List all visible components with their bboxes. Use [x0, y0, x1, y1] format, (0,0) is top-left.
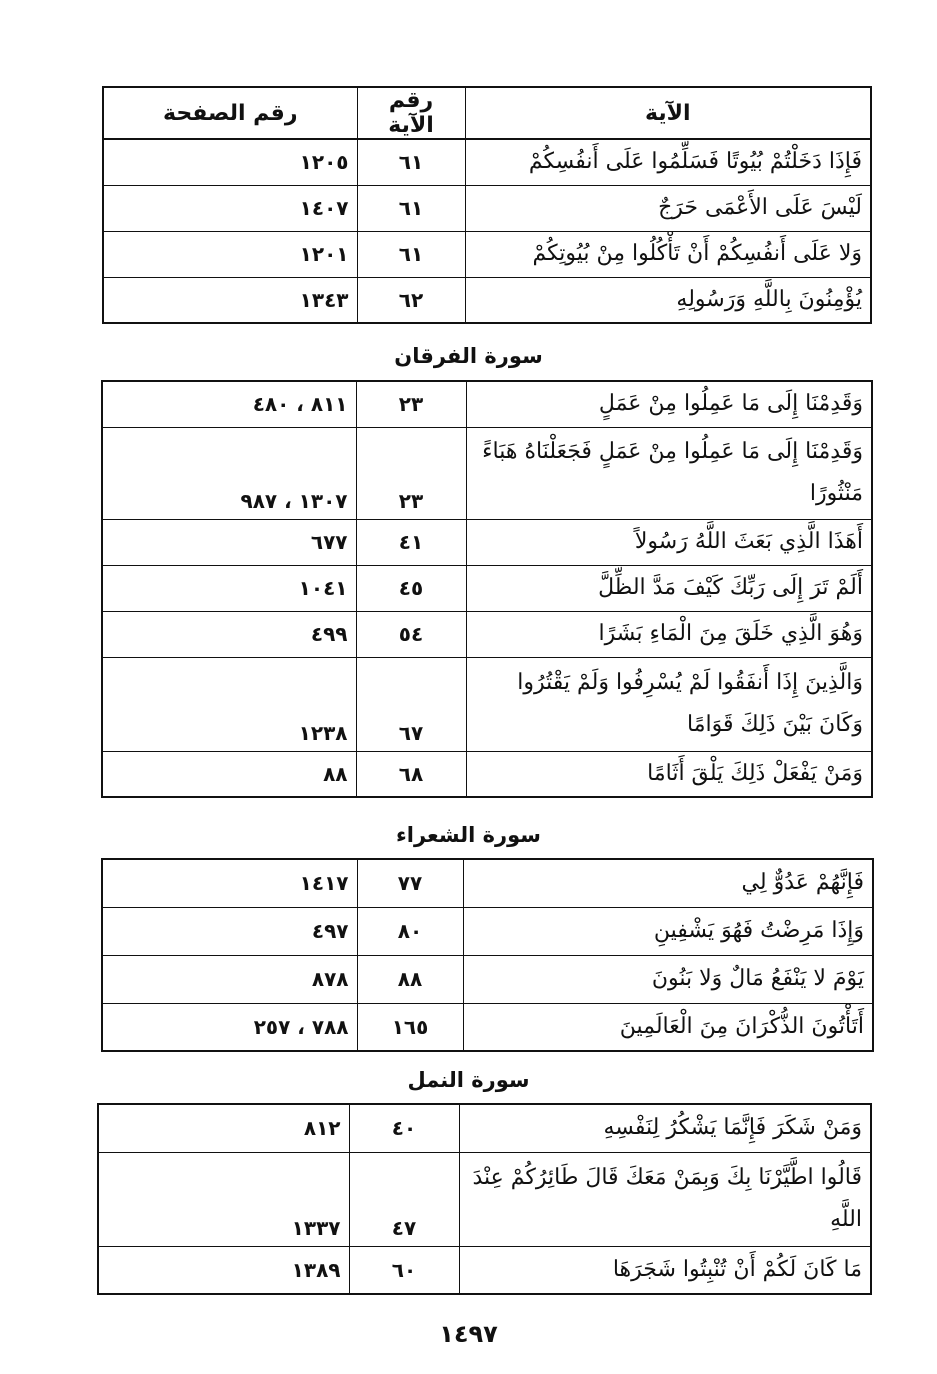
table-row: [98, 1152, 871, 1246]
table-row: [103, 231, 871, 277]
ayah-number: ١٦٥: [357, 1003, 463, 1051]
ayah-number: ٦٢: [357, 277, 465, 323]
ayah-number: ٦١: [357, 185, 465, 231]
page-reference: ١٠٤١: [102, 565, 356, 611]
table-row: [102, 519, 872, 565]
header-page-number: رقم الصفحة: [103, 87, 357, 139]
table-row: [103, 277, 871, 323]
index-table-naml: [97, 1103, 872, 1295]
table-header-row: [103, 87, 871, 139]
ayah-number: ٨٠: [357, 907, 463, 955]
ayah-number: ٦٨: [356, 751, 466, 797]
ayah-number: ٦١: [357, 139, 465, 185]
page-reference: ٦٧٧: [102, 519, 356, 565]
verse-text: أَلَمْ تَرَ إِلَى رَبِّكَ كَيْفَ مَدَّ الظِّلَّ: [466, 565, 872, 611]
verse-text: لَيْسَ عَلَى الأَعْمَى حَرَجٌ: [465, 185, 871, 231]
ayah-number: ٧٧: [357, 859, 463, 907]
ayah-number: ٢٣: [356, 381, 466, 427]
ayah-number: ٦٠: [349, 1246, 459, 1294]
surah-title-naml: سورة النمل: [407, 1068, 530, 1092]
table-row: [103, 185, 871, 231]
index-table-furqan: [101, 380, 873, 798]
verse-text: أَهَذَا الَّذِي بَعَثَ اللَّهُ رَسُولاً: [466, 519, 872, 565]
verse-text: وَمَنْ يَفْعَلْ ذَلِكَ يَلْقَ أَثَامًا: [466, 751, 872, 797]
verse-text: فَإِذَا دَخَلْتُمْ بُيُوتًا فَسَلِّمُوا عَلَى أَنفُسِكُمْ: [465, 139, 871, 185]
verse-text: وَالَّذِينَ إِذَا أَنفَقُوا لَمْ يُسْرِفُوا وَلَمْ يَقْتُرُوا وَكَانَ بَيْنَ ذَلِكَ قَوَامًا: [466, 657, 872, 751]
verse-text: وَإِذَا مَرِضْتُ فَهُوَ يَشْفِينِ: [463, 907, 873, 955]
verse-text: وَمَنْ شَكَرَ فَإِنَّمَا يَشْكُرُ لِنَفْسِهِ: [459, 1104, 871, 1152]
verse-text: وَهُوَ الَّذِي خَلَقَ مِنَ الْمَاءِ بَشَرًا: [466, 611, 872, 657]
surah-title-shuara: سورة الشعراء: [396, 823, 541, 847]
table-row: [102, 381, 872, 427]
page-reference: ١٣٠٧ ، ٩٨٧: [102, 427, 356, 519]
verse-text: مَا كَانَ لَكُمْ أَنْ تُنْبِتُوا شَجَرَهَا: [459, 1246, 871, 1294]
page-reference: ١٣٣٧: [98, 1152, 349, 1246]
verse-text: وَقَدِمْنَا إِلَى مَا عَمِلُوا مِنْ عَمَلٍ: [466, 381, 872, 427]
page-reference: ١٣٨٩: [98, 1246, 349, 1294]
page-reference: ٤٩٩: [102, 611, 356, 657]
table-row: [103, 139, 871, 185]
ayah-number: ٦٧: [356, 657, 466, 751]
table-row: [102, 427, 872, 519]
page-reference: ١٢٠٥: [103, 139, 357, 185]
verse-text: يَوْمَ لا يَنْفَعُ مَالٌ وَلا بَنُونَ: [463, 955, 873, 1003]
verse-text: وَقَدِمْنَا إِلَى مَا عَمِلُوا مِنْ عَمَلٍ فَجَعَلْنَاهُ هَبَاءً مَنْثُورًا: [466, 427, 872, 519]
table-row: [98, 1104, 871, 1152]
table-row: [102, 565, 872, 611]
ayah-number: ٨٨: [357, 955, 463, 1003]
ayah-number: ٤١: [356, 519, 466, 565]
verse-text: أَتَأْتُونَ الذُّكْرَانَ مِنَ الْعَالَمِينَ: [463, 1003, 873, 1051]
index-table-nur: [102, 86, 872, 324]
table-row: [102, 657, 872, 751]
verse-text: يُؤْمِنُونَ بِاللَّهِ وَرَسُولِهِ: [465, 277, 871, 323]
page-reference: ١٤٠٧: [103, 185, 357, 231]
index-table-shuara: [101, 858, 874, 1052]
table-row: [102, 859, 873, 907]
ayah-number: ٤٧: [349, 1152, 459, 1246]
surah-title-furqan: سورة الفرقان: [394, 344, 543, 368]
page-reference: ١٢٠١: [103, 231, 357, 277]
ayah-number: ٥٤: [356, 611, 466, 657]
header-ayah-number: رقم الآية: [357, 87, 465, 139]
page-reference: ٧٨٨ ، ٢٥٧: [102, 1003, 357, 1051]
header-verse: الآية: [465, 87, 871, 139]
page-reference: ٨١١ ، ٤٨٠: [102, 381, 356, 427]
page-reference: ٨٧٨: [102, 955, 357, 1003]
table-row: [102, 751, 872, 797]
table-row: [102, 907, 873, 955]
page-reference: ٨١٢: [98, 1104, 349, 1152]
table-row: [98, 1246, 871, 1294]
page-number: ١٤٩٧: [439, 1320, 498, 1348]
page-reference: ١٤١٧: [102, 859, 357, 907]
page-reference: ٨٨: [102, 751, 356, 797]
table-row: [102, 611, 872, 657]
table-row: [102, 955, 873, 1003]
page-reference: ١٢٣٨: [102, 657, 356, 751]
verse-text: فَإِنَّهُمْ عَدُوٌّ لِي: [463, 859, 873, 907]
page-reference: ٤٩٧: [102, 907, 357, 955]
ayah-number: ٦١: [357, 231, 465, 277]
table-row: [102, 1003, 873, 1051]
verse-text: وَلا عَلَى أَنفُسِكُمْ أَنْ تَأْكُلُوا مِنْ بُيُوتِكُمْ: [465, 231, 871, 277]
ayah-number: ٤٠: [349, 1104, 459, 1152]
ayah-number: ٢٣: [356, 427, 466, 519]
page-reference: ١٣٤٣: [103, 277, 357, 323]
verse-text: قَالُوا اطَّيَّرْنَا بِكَ وَبِمَنْ مَعَكَ قَالَ طَائِرُكُمْ عِنْدَ اللَّهِ: [459, 1152, 871, 1246]
ayah-number: ٤٥: [356, 565, 466, 611]
